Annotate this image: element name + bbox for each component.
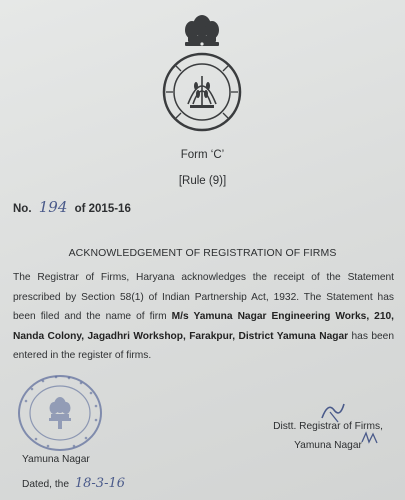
registration-number: 194 <box>38 198 68 216</box>
acknowledgement-heading: ACKNOWLEDGEMENT OF REGISTRATION OF FIRMS <box>68 247 337 259</box>
rule-reference: [Rule (9)] <box>178 175 227 187</box>
initials-icon <box>360 430 380 446</box>
signatory-place: Yamuna Nagar <box>294 440 362 451</box>
number-of: of <box>74 203 86 215</box>
haryana-emblem-icon <box>152 6 252 134</box>
signatory-title: Distt. Registrar of Firms, <box>273 421 383 432</box>
acknowledgement-body <box>13 268 394 366</box>
number-label: No. <box>13 203 32 215</box>
registration-number-line <box>13 198 131 216</box>
form-title: Form ‘C’ <box>180 149 225 161</box>
firm-name: M/s Yamuna Nagar Engineering Works, 210, Nanda Colony, Jagadhri Workshop, Farakpur, District Yamuna Nagar <box>13 311 394 342</box>
acknowledgement-text-2: has been entered in the register of firms. <box>13 330 394 361</box>
district-registrar-seal-icon <box>16 373 104 453</box>
dated-label: Dated, the <box>22 479 70 490</box>
issue-date: 18-3-16 <box>74 476 125 491</box>
registration-year: 2015-16 <box>88 203 131 215</box>
acknowledgement-text-1: The Registrar of Firms, Haryana acknowledges the receipt of the Statement prescribed by Section 58(1) of Indian Partnership Act, 1932. The Statement has been filed and the name of firm <box>13 272 394 322</box>
dated-line <box>22 476 125 491</box>
issue-place: Yamuna Nagar <box>22 454 90 465</box>
